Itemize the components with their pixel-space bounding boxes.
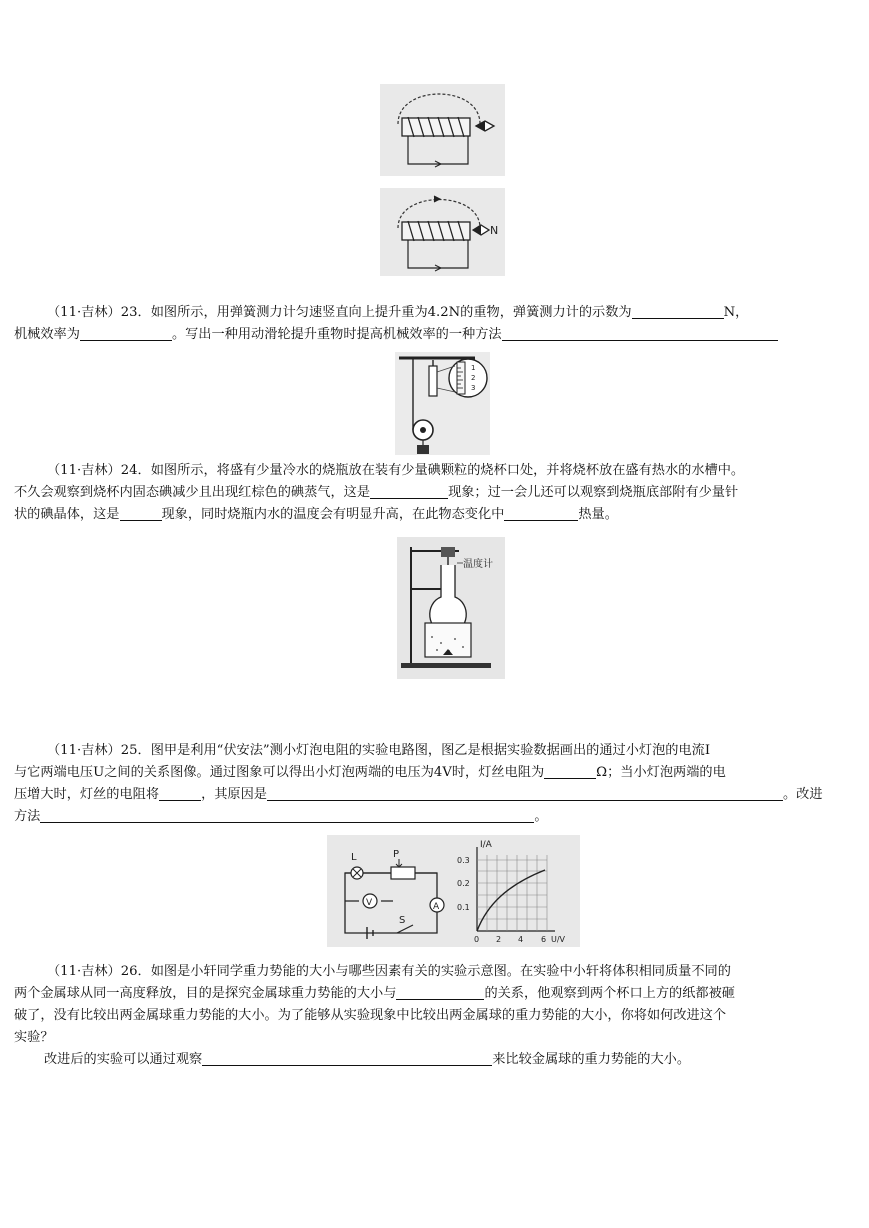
q23-unit: N， bbox=[723, 305, 749, 320]
graph-ylabel: I/A bbox=[480, 840, 492, 850]
scale-mark-1: 1 bbox=[471, 364, 476, 372]
circuit-and-graph-figure bbox=[327, 835, 580, 947]
q26-line-4 bbox=[14, 1027, 842, 1049]
graph-xtick-0: 0 bbox=[474, 935, 480, 944]
q26-text: （11·吉林）26．如图是小轩同学重力势能的大小与哪些因素有关的实验示意图。在实验中小轩将体积相同质量不同的 bbox=[47, 964, 731, 979]
q26-text-6: 改进后的实验可以通过观察 bbox=[44, 1052, 203, 1067]
solenoid-figure-bottom bbox=[380, 188, 505, 276]
graph-xtick-4: 4 bbox=[518, 935, 524, 944]
q25-blank-method[interactable] bbox=[40, 807, 534, 823]
q24-blank-heat[interactable] bbox=[504, 505, 578, 521]
q23-blank-efficiency[interactable] bbox=[80, 325, 172, 341]
rheostat-label: P bbox=[393, 849, 400, 860]
scale-mark-2: 2 bbox=[471, 374, 476, 382]
q23-line-2 bbox=[14, 324, 842, 346]
graph-ytick-0.3: 0.3 bbox=[457, 856, 470, 865]
q24-line-2 bbox=[14, 482, 842, 504]
graph-ytick-0.2: 0.2 bbox=[457, 879, 470, 888]
ammeter-label: A bbox=[433, 902, 440, 912]
magnet-n-label: N bbox=[490, 224, 499, 237]
question-24 bbox=[14, 460, 842, 526]
q26-text-3: 的关系，他观察到两个杯口上方的纸都被砸 bbox=[484, 986, 735, 1001]
q25-text-3: Ω；当小灯泡两端的电 bbox=[596, 765, 726, 780]
q25-text-7: 方法 bbox=[14, 809, 41, 824]
q24-blank-phenomenon-2[interactable] bbox=[120, 505, 162, 521]
q24-text-3: 现象；过一会儿还可以观察到烧瓶底部附有少量针 bbox=[448, 485, 739, 500]
q25-line-2 bbox=[14, 762, 842, 784]
q26-text-4: 破了，没有比较出两金属球重力势能的大小。为了能够从实验现象中比较出两金属球的重力势能的大小，你将如何改进这个 bbox=[14, 1008, 727, 1023]
question-23 bbox=[14, 302, 842, 346]
q25-text: （11·吉林）25．图甲是利用“伏安法”测小灯泡电阻的实验电路图，图乙是根据实验数据画出的通过小灯泡的电流I bbox=[47, 743, 711, 758]
q26-text-7: 来比较金属球的重力势能的大小。 bbox=[492, 1052, 691, 1067]
question-26 bbox=[14, 961, 842, 1071]
q26-text-5: 实验？ bbox=[14, 1030, 54, 1045]
q23-text-2: 机械效率为 bbox=[14, 327, 80, 342]
q24-text-4: 状的碘晶体，这是 bbox=[14, 507, 120, 522]
graph-xlabel: U/V bbox=[551, 935, 566, 944]
q25-blank-change[interactable] bbox=[159, 785, 201, 801]
q25-text-5: ，其原因是 bbox=[201, 787, 267, 802]
q25-line-3 bbox=[14, 784, 842, 806]
q25-text-2: 与它两端电压U之间的关系图像。通过图象可以得出小灯泡两端的电压为4V时，灯丝电阻为 bbox=[14, 765, 545, 780]
q25-line-4 bbox=[14, 806, 842, 828]
q23-blank-method[interactable] bbox=[502, 325, 778, 341]
q23-blank-reading[interactable] bbox=[632, 303, 724, 319]
q24-text-6: 热量。 bbox=[578, 507, 618, 522]
solenoid-figure-top bbox=[380, 84, 505, 176]
switch-label: S bbox=[399, 915, 406, 926]
thermometer-label: 温度计 bbox=[463, 559, 493, 570]
q24-line-1 bbox=[14, 460, 842, 482]
q25-line-1 bbox=[14, 740, 842, 762]
q23-text-3: 。写出一种用动滑轮提升重物时提高机械效率的一种方法 bbox=[171, 327, 502, 342]
q25-blank-reason[interactable] bbox=[267, 785, 783, 801]
q26-line-3 bbox=[14, 1005, 842, 1027]
scale-mark-3: 3 bbox=[471, 384, 476, 392]
q25-blank-resistance[interactable] bbox=[544, 763, 596, 779]
q26-text-2: 两个金属球从同一高度释放，目的是探究金属球重力势能的大小与 bbox=[14, 986, 397, 1001]
q26-blank-relation[interactable] bbox=[396, 984, 484, 1000]
q24-text: （11·吉林）24．如图所示，将盛有少量冷水的烧瓶放在装有少量碘颗粒的烧杯口处，并将烧杯放在盛有热水的水槽中。 bbox=[47, 463, 745, 478]
voltmeter-label: V bbox=[366, 898, 373, 908]
q25-text-4: 压增大时，灯丝的电阻将 bbox=[14, 787, 160, 802]
q26-line-5 bbox=[14, 1049, 842, 1071]
graph-xtick-2: 2 bbox=[496, 935, 502, 944]
q23-text: （11·吉林）23．如图所示，用弹簧测力计匀速竖直向上提升重为4.2N的重物，弹簧测力计的示数为 bbox=[47, 305, 632, 320]
q23-line-1 bbox=[14, 302, 842, 324]
lamp-label: L bbox=[351, 852, 357, 863]
q25-text-6: 。改进 bbox=[783, 787, 823, 802]
graph-xtick-6: 6 bbox=[541, 935, 547, 944]
graph-ytick-0.1: 0.1 bbox=[457, 903, 470, 912]
q26-blank-observe[interactable] bbox=[202, 1050, 492, 1066]
pulley-figure bbox=[395, 352, 490, 455]
q25-text-8: 。 bbox=[534, 809, 548, 824]
q26-line-2 bbox=[14, 983, 842, 1005]
q24-text-2: 不久会观察到烧杯内固态碘减少且出现红棕色的碘蒸气，这是 bbox=[14, 485, 371, 500]
iodine-flask-figure bbox=[397, 537, 505, 679]
question-25 bbox=[14, 740, 842, 828]
q24-text-5: 现象，同时烧瓶内水的温度会有明显升高，在此物态变化中 bbox=[161, 507, 505, 522]
q26-line-1 bbox=[14, 961, 842, 983]
q24-line-3 bbox=[14, 504, 842, 526]
q24-blank-phenomenon-1[interactable] bbox=[370, 483, 448, 499]
